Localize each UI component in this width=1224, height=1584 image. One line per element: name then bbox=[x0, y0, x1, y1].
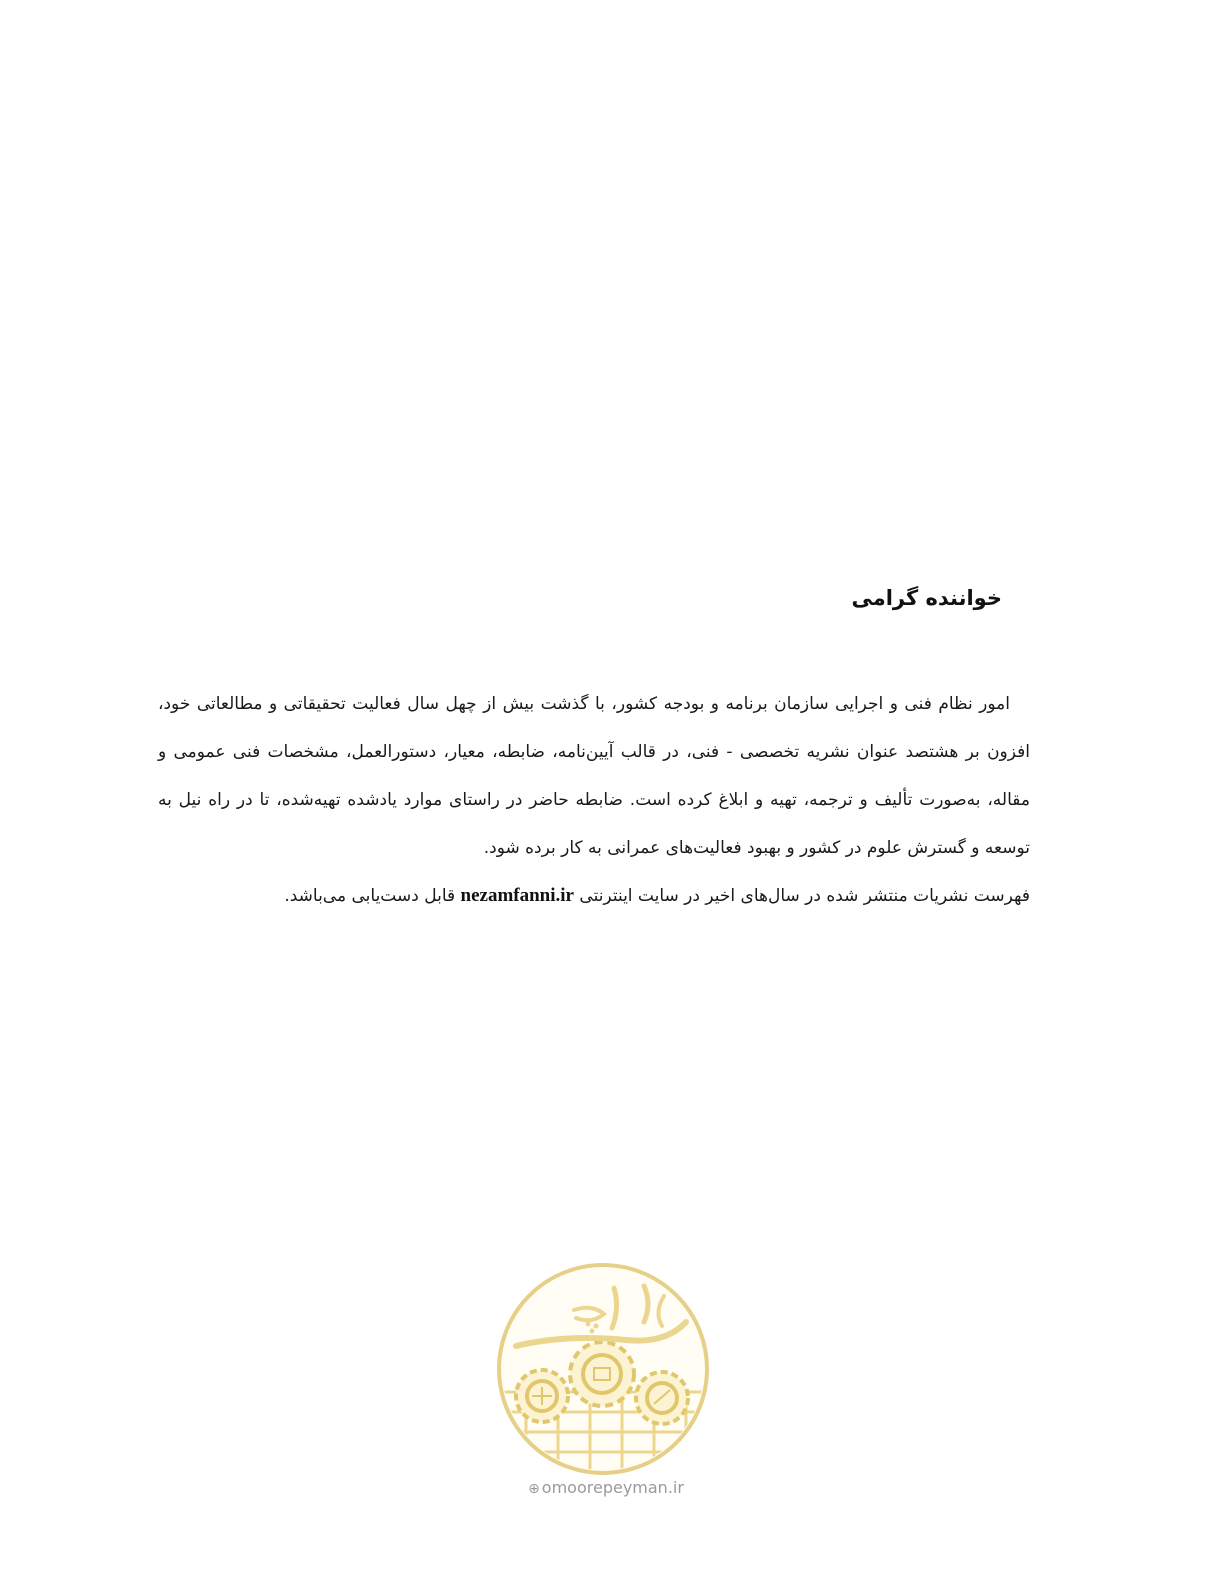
publications-text-after: قابل دست‌یابی می‌باشد. bbox=[284, 886, 456, 906]
publications-line bbox=[158, 872, 1030, 920]
publications-text-before: فهرست نشریات منتشر شده در سال‌های اخیر در سایت اینترنتی bbox=[579, 886, 1030, 906]
gear-center-icon bbox=[570, 1342, 634, 1406]
globe-icon: ⊕ bbox=[528, 1481, 540, 1497]
watermark-url-text: omoorepeyman.ir bbox=[541, 1478, 684, 1497]
page-heading: خواننده گرامی bbox=[851, 586, 1002, 610]
omoorepeyman-logo bbox=[496, 1262, 710, 1476]
intro-paragraph: امور نظام فنی و اجرایی سازمان برنامه و بودجه کشور، با گذشت بیش از چهل سال فعالیت تحقیقاتی و مطالعاتی خود، افزون بر هشتصد عنوان نشریه تخصصی - فنی، در قالب آیین‌نامه، ضابطه، معیار، دستورالعمل، مشخصات فنی عمومی و مقاله، به‌صورت تألیف و ترجمه، تهیه و ابلاغ کرده است. ضابطه حاضر در راستای موارد یادشده تهیه‌شده، تا در راه نیل به توسعه و گسترش علوم در کشور و بهبود فعالیت‌های عمرانی به کار برده شود. bbox=[158, 694, 1030, 858]
watermark-url bbox=[506, 1478, 706, 1497]
website-link[interactable]: nezamfanni.ir bbox=[460, 885, 574, 906]
body-text bbox=[158, 680, 1030, 920]
